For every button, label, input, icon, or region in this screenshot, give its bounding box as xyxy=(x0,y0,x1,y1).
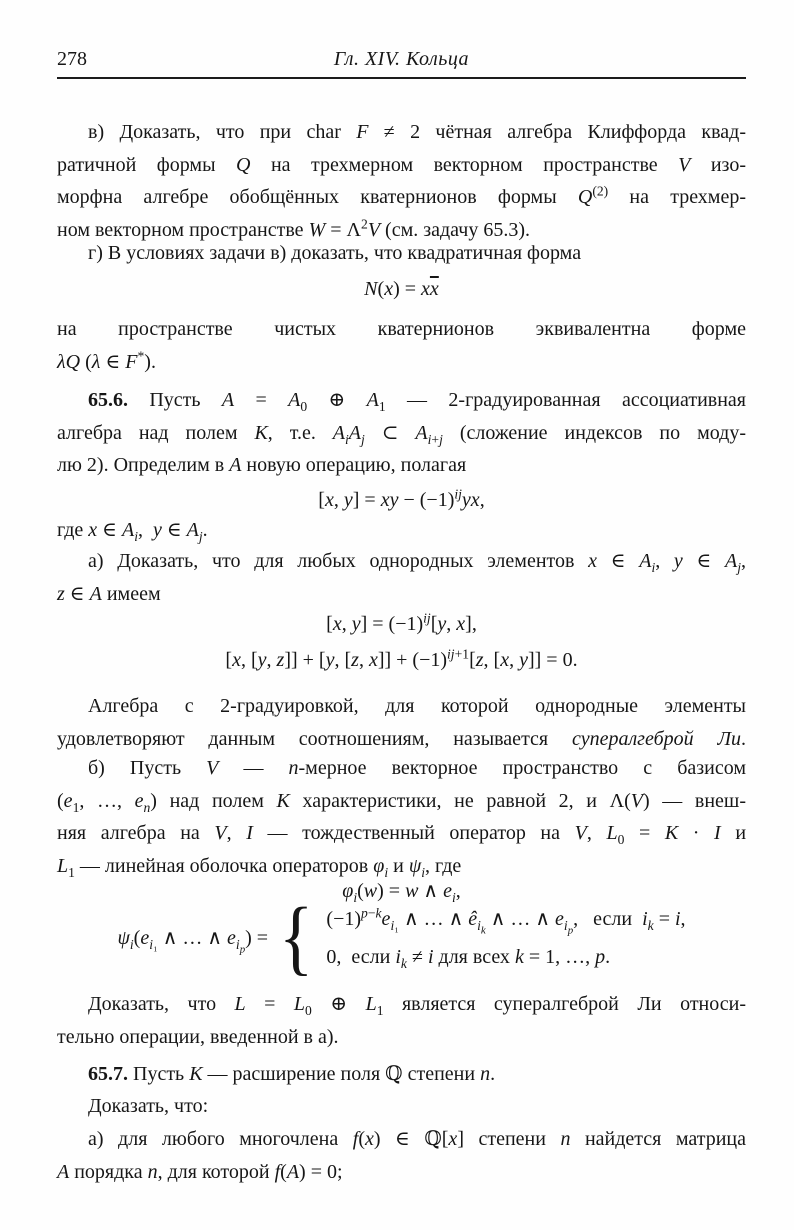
text-line: алгебра над полем K, т.е. $A_iA_j$ ⊂ $A_{i+j}$ (сложение индексов по моду- xyxy=(57,421,746,447)
paragraph-a2 xyxy=(57,1123,746,1188)
text-line: на пространстве чистых кватернионов эквивалентна форме xyxy=(57,318,746,340)
formula-bracket: [x, y] = xy − $(-1)^{ij}yx$, xyxy=(318,486,485,511)
text-line: а) для любого многочлена f(x) ∈ ℚ[x] степени n найдется матрица xyxy=(88,1128,746,1150)
running-head: Гл. XIV. Кольца xyxy=(333,48,470,70)
text-line: ратичной формы Q на трехмерном векторном пространстве V изо- xyxy=(57,153,746,176)
paragraph-a1 xyxy=(57,545,746,610)
formula-norm: $N(x) = x\overline{x}$ xyxy=(364,278,439,300)
formula-psi-case1: $(-1)^{p-k}e_{i_1}$ ∧ … ∧ $ê_{i_k}$ ∧ … ∧ $e_{i_p}$, если $i_k = i$, xyxy=(326,905,686,937)
text-line: z ∈ A имеем xyxy=(57,582,161,605)
text-line: лю 2). Определим в A новую операцию, полагая xyxy=(57,454,467,476)
text-line: тельно операции, введенной в а). xyxy=(57,1025,339,1048)
text-line: λQ (λ ∈ F*). xyxy=(57,347,156,373)
text-line: ном векторном пространстве $W = \Lambda^2V$ (см. задачу 65.3). xyxy=(57,215,530,241)
text-line: где x ∈ $A_i$, y ∈ $A_j$. xyxy=(57,519,208,544)
paragraph-na xyxy=(57,313,746,378)
formula-jacobi: [x, [y, z]] + [y, [z, $x]] + (-1)^{ij+1}[z$, [x, y]] = 0. xyxy=(225,646,578,671)
paragraph-prove xyxy=(57,988,746,1053)
text-line: няя алгебра на V, I — тождественный оператор на V, $L_0 = K \cdot I$ и xyxy=(57,822,747,847)
text-line: морфна алгебре обобщённых кватернионов формы $Q^{(2)}$ на трехмер- xyxy=(57,183,747,208)
formula-psi-case2: 0, если $i_k \ne i$ для всех k = 1, …, p. xyxy=(326,946,611,971)
paragraph-v xyxy=(57,116,746,246)
text-line: в) Доказать, что при char F ≠ 2 чётная алгебра Клиффорда квад- xyxy=(88,121,746,143)
text-line: A порядка n, для которой f(A) = 0; xyxy=(57,1160,343,1183)
formula-psi-cases xyxy=(326,900,685,976)
paragraph-gde xyxy=(57,514,746,547)
formula-anticommutativity: [x, $y] = (-1)^{ij}[y$, x], xyxy=(326,610,477,635)
paragraph-algebra xyxy=(57,690,746,755)
text-line: Доказать, что $L = L_0$ ⊕ $L_1$ является супералгеброй Ли относи- xyxy=(88,993,747,1018)
formula-phi: $\varphi_i(w) = w$ ∧ $e_i$, xyxy=(342,880,461,905)
text-line: а) Доказать, что для любых однородных элементов x ∈ $A_i$, y ∈ $A_j$, xyxy=(88,550,746,575)
text-line: Алгебра с 2-градуировкой, для которой однородные элементы xyxy=(88,695,746,717)
paragraph-657 xyxy=(57,1058,746,1091)
paragraph-b xyxy=(57,752,746,882)
page-number: 278 xyxy=(57,48,87,70)
paragraph-prove2 xyxy=(57,1090,746,1123)
text-line: 65.6. Пусть $A = A_0$ ⊕ $A_1$ — 2-градуированная ассоциативная xyxy=(88,389,747,414)
text-line: удовлетворяют данным соотношениям, называется супералгеброй Ли. xyxy=(57,727,747,750)
text-line: $L_1$ — линейная оболочка операторов $\varphi_i$ и $\psi_i$, где xyxy=(57,854,462,880)
text-line: г) В условиях задачи в) доказать, что квадратичная форма xyxy=(88,242,582,264)
text-line: Доказать, что: xyxy=(88,1095,209,1117)
text-line: б) Пусть V — n-мерное векторное пространство с базисом xyxy=(88,757,746,779)
left-brace: { xyxy=(279,891,314,984)
page-header xyxy=(57,46,746,79)
paragraph-656 xyxy=(57,384,746,482)
text-line: 65.7. Пусть K — расширение поля ℚ степени n. xyxy=(88,1063,496,1085)
paragraph-g xyxy=(57,237,746,270)
formula-psi-lhs: $\psi_i(e_{i_1}$ ∧ … ∧ $e_{i_p}$) = xyxy=(117,927,269,956)
text-line: ($e_1$, …, $e_n$) над полем K характеристики, не равной 2, и Λ(V) — внеш- xyxy=(57,789,746,815)
